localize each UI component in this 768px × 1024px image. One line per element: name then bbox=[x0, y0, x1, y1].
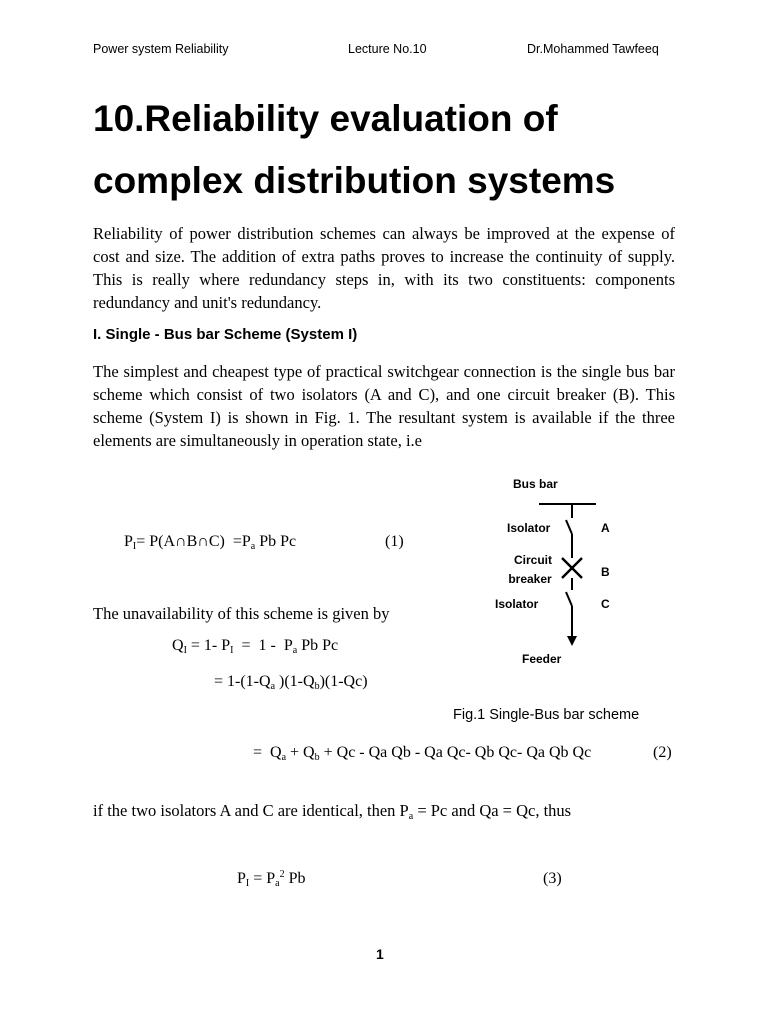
letter-c-label: C bbox=[601, 597, 610, 611]
equation-3-number: (3) bbox=[543, 870, 562, 887]
equation-q2: = $1-(1-Q_a$ )$(1-Q_b)(1-Qc)$ bbox=[214, 673, 368, 692]
feeder-arrow bbox=[567, 636, 577, 646]
isolator-bottom-label: Isolator bbox=[495, 597, 539, 611]
section-paragraph: The simplest and cheapest type of practical switchgear connection is the single bus bar scheme which consist of two isolators (A and C), and one circuit breaker (B). This scheme (System I) is shown in Fig. 1. The resultant system is available if the three elements are simultaneously in operation state, i.e bbox=[93, 362, 675, 450]
page-number: 1 bbox=[376, 946, 384, 962]
page-title: 10.Reliability evaluation of complex distribution systems bbox=[93, 98, 616, 201]
bus-bar-diagram bbox=[480, 470, 640, 670]
isolator-top-label: Isolator bbox=[507, 521, 551, 535]
equation-2: = $Q_a + Q_b + Qc - Qa$ Qb - Qa Qc- Qb Qc- Qa Qb Qc bbox=[253, 744, 592, 763]
equation-2-number: (2) bbox=[653, 744, 672, 761]
letter-a-label: A bbox=[601, 521, 610, 535]
equation-1: $P_I=$ P(A∩B∩C) $=P_a$ Pb Pc bbox=[124, 533, 297, 552]
isolator-c-blade bbox=[566, 592, 572, 606]
identical-text: if the two isolators A and C are identical, then $P_a = Pc$ and Qa = Qc, thus bbox=[93, 801, 572, 822]
intro-paragraph: Reliability of power distribution schemes can always be improved at the expense of cost and size. The addition of extra paths proves to increase the continuity of supply. This is really where redundancy steps in, with its two constituents: components redundancy and unit's redundancy. bbox=[93, 224, 675, 312]
letter-b-label: B bbox=[601, 565, 610, 579]
header-course: Power system Reliability bbox=[93, 42, 229, 56]
equation-3: $P_I = P_a^2$ Pb bbox=[237, 869, 306, 889]
isolator-a-blade bbox=[566, 520, 572, 534]
header-author: Dr.Mohammed Tawfeeq bbox=[527, 42, 659, 56]
bus-bar-label: Bus bar bbox=[513, 477, 558, 491]
figure-caption: Fig.1 Single-Bus bar scheme bbox=[453, 707, 640, 723]
equation-q1: $Q_I = 1-$ $P_I = 1 - P_a$ Pb Pc bbox=[172, 637, 339, 656]
header-lecture: Lecture No.10 bbox=[348, 42, 427, 56]
equation-1-number: (1) bbox=[385, 533, 404, 550]
unavailability-text: The unavailability of this scheme is given by bbox=[93, 604, 390, 623]
feeder-label: Feeder bbox=[522, 652, 562, 666]
circuit-breaker-label-line1: Circuit bbox=[513, 553, 552, 567]
section-heading: I. Single - Bus bar Scheme (System I) bbox=[93, 326, 358, 343]
circuit-breaker-label-line2: breaker bbox=[508, 572, 552, 586]
